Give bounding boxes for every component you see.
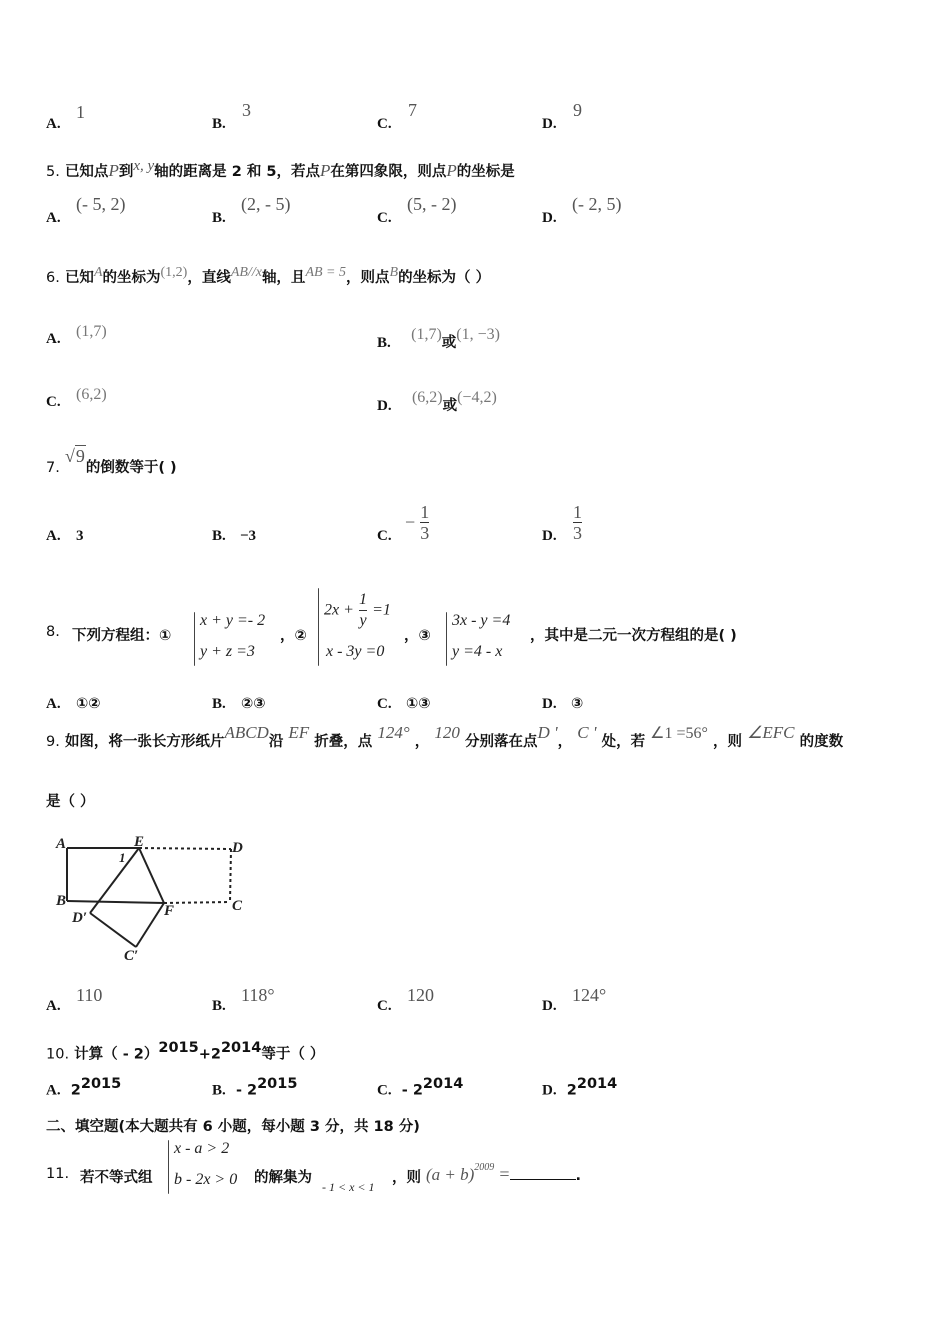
q9-text: 分别落在点	[464, 734, 538, 750]
q5-text: 轴的距离是 2 和 5，若点	[154, 164, 320, 180]
q7-d-label: D.	[542, 528, 557, 544]
q9-text: 折叠，点	[314, 734, 373, 750]
q6-or: 或	[442, 398, 458, 414]
q9-a-value: 110	[76, 985, 103, 1005]
q4-d-value: 9	[573, 100, 582, 120]
q9-text: 如图，将一张长方形纸片	[64, 734, 225, 750]
q5-b-label: B.	[212, 210, 226, 226]
q7-c-num: 1	[420, 502, 430, 522]
q10-c-exp: 2014	[422, 1076, 464, 1092]
q9-d-value: 124°	[572, 985, 607, 1005]
q10-d-exp: 2014	[576, 1076, 618, 1092]
q6-stem	[46, 266, 490, 287]
q8-system-1-brace	[194, 612, 195, 666]
q9-b-value: 118°	[241, 985, 275, 1005]
q9-c-value: 120	[407, 985, 434, 1005]
q8-c-label: C.	[377, 696, 392, 712]
fig-label-1: 1	[119, 850, 126, 865]
fig-label-cprime: C′	[124, 948, 139, 964]
q9-number: 9.	[46, 734, 60, 750]
q6-or: 或	[441, 335, 457, 351]
q11-period: .	[575, 1168, 582, 1184]
q5-d-label: D.	[542, 210, 557, 226]
fig-label-e: E	[134, 834, 145, 850]
q6-point-b: B	[389, 265, 399, 280]
q8-number: 8.	[46, 624, 60, 640]
q11-ineq-1: x - a > 2	[174, 1140, 230, 1157]
q9-ef: EF	[288, 723, 310, 742]
fig-line-bf	[67, 901, 164, 903]
q7-b-label: B.	[212, 528, 226, 544]
q6-c-label: C.	[46, 394, 61, 410]
q6-d-label: D.	[377, 398, 392, 414]
fig-label-dprime: D′	[72, 910, 88, 926]
section-2-heading: 二、填空题(本大题共有 6 小题，每小题 3 分，共 18 分)	[46, 1119, 420, 1135]
q10-c-label: C.	[377, 1082, 392, 1099]
q10-a-label: A.	[46, 1082, 61, 1099]
q9-text: 沿	[268, 734, 284, 750]
q10-stem	[46, 1040, 324, 1063]
q10-b-label: B.	[212, 1082, 226, 1099]
q6-b-label: B.	[377, 335, 391, 351]
q8-system-1-eq1: x + y =- 2	[200, 612, 266, 629]
fig-label-c: C	[232, 898, 243, 914]
q9-c: 120	[434, 723, 460, 742]
q11-number: 11.	[46, 1166, 70, 1182]
q8-b-label: B.	[212, 696, 226, 712]
q8-system-2-eq2: x - 3y =0	[326, 643, 385, 660]
q9-b-label: B.	[212, 998, 226, 1014]
q8-system-2-brace	[318, 588, 319, 666]
q8-s2-pre: 2x +	[324, 601, 354, 619]
q8-text-3: ，③	[404, 628, 431, 644]
q10-a-exp: 2015	[80, 1076, 122, 1092]
q7-d-value	[573, 502, 582, 543]
q11-range: - 1 < x < 1	[322, 1180, 375, 1194]
q6-text: 已知	[64, 270, 94, 286]
q11-equals: =	[499, 1164, 510, 1184]
q6-c-value: (6,2)	[76, 386, 107, 403]
q9-text: ，	[414, 734, 430, 750]
q9-dprime: D '	[537, 723, 558, 742]
q9-text: 的度数	[799, 734, 844, 750]
q8-a-label: A.	[46, 696, 61, 712]
q6-option-d	[377, 386, 497, 414]
q9-angle-efc: ∠EFC	[747, 723, 795, 742]
q10-b-exp: 2015	[257, 1076, 298, 1092]
q6-text: 轴，且	[261, 270, 306, 286]
q4-c-value: 7	[408, 100, 417, 120]
fig-line-dprime-cprime	[90, 913, 136, 947]
q5-number: 5.	[46, 164, 60, 180]
fig-label-b: B	[56, 893, 67, 909]
q11-answer-blank[interactable]	[510, 1165, 576, 1180]
q5-b-value: (2, - 5)	[241, 194, 291, 214]
q6-text: 的坐标为（ ）	[398, 270, 491, 286]
q8-a-value: ①②	[76, 696, 101, 712]
q5-a-label: A.	[46, 210, 61, 226]
q6-a-value: (1,7)	[76, 323, 107, 340]
q8-system-3-eq2: y =4 - x	[452, 643, 503, 660]
fig-label-a: A	[56, 836, 67, 852]
q11-expr: (a + b)	[426, 1165, 475, 1184]
q6-b-value-2: (1, −3)	[456, 326, 500, 343]
q8-system-3-brace	[446, 612, 447, 666]
q7-c-label: C.	[377, 528, 392, 544]
fig-line-ef	[139, 848, 164, 903]
q7-stem	[46, 446, 177, 476]
q11-system-brace	[168, 1140, 169, 1194]
fig-line-cprime-f	[136, 903, 164, 947]
q7-a-value: 3	[76, 528, 84, 544]
q10-text: 计算（ - 2）	[74, 1046, 159, 1063]
q10-d-base: 2	[566, 1082, 577, 1099]
q11-text-1: 若不等式组	[80, 1170, 153, 1186]
q8-c-value: ①③	[406, 696, 431, 712]
q6-d-value-1: (6,2)	[411, 389, 443, 406]
q4-a-label: A.	[46, 116, 61, 132]
q7-c-value	[405, 502, 429, 543]
q5-point-p: P	[319, 161, 331, 180]
q10-c-base: - 2	[401, 1082, 423, 1099]
q10-exp1: 2015	[158, 1040, 199, 1056]
q11-exp: 2009	[474, 1161, 495, 1173]
q9-stem	[46, 723, 844, 751]
q4-c-label: C.	[377, 116, 392, 132]
q6-a-label: A.	[46, 331, 61, 347]
q6-text: ，则点	[346, 270, 390, 286]
q6-text: ，直线	[187, 270, 231, 286]
q11-text-3: ，则	[392, 1170, 421, 1186]
q8-d-value: ③	[571, 696, 584, 712]
q5-axes: x, y	[133, 158, 155, 174]
q5-text: 已知点	[64, 164, 109, 180]
q8-system-2-eq1	[324, 590, 391, 631]
q6-b-value-1: (1,7)	[411, 326, 442, 343]
q6-coord-a: (1,2)	[160, 265, 188, 280]
q5-point-p: P	[446, 161, 457, 180]
q6-point-a: A	[93, 265, 103, 280]
q7-c-den: 3	[420, 523, 430, 543]
q7-b-value: −3	[240, 528, 257, 544]
q9-figure	[46, 830, 266, 970]
q5-d-value: (- 2, 5)	[572, 194, 622, 214]
q5-point-p: P	[108, 161, 119, 180]
q5-text: 到	[118, 164, 134, 180]
q9-stem-line2: 是（ ）	[46, 794, 95, 810]
q9-a-label: A.	[46, 998, 61, 1014]
q5-a-value: (- 5, 2)	[76, 194, 126, 214]
q7-d-num: 1	[573, 502, 582, 522]
q10-b-base: - 2	[235, 1082, 258, 1099]
q8-b-value: ②③	[241, 696, 266, 712]
q11-ineq-2: b - 2x > 0	[174, 1171, 238, 1188]
q6-option-b	[377, 323, 500, 351]
q8-s2-den: y	[359, 612, 367, 629]
q9-text: ，	[557, 734, 573, 750]
q5-c-label: C.	[377, 210, 392, 226]
q8-d-label: D.	[542, 696, 557, 712]
q9-text: ，则	[713, 734, 743, 750]
q6-parallel: AB//x	[230, 265, 262, 280]
q4-b-value: 3	[242, 100, 251, 120]
q7-radicand: 9	[75, 446, 85, 466]
q7-c-sign: −	[405, 512, 416, 532]
q7-d-den: 3	[573, 523, 582, 543]
fig-label-f: F	[164, 903, 175, 919]
q9-text: 处，若	[601, 734, 646, 750]
q10-option-b	[212, 1076, 297, 1099]
q8-text-2: ，②	[280, 628, 307, 644]
q4-d-label: D.	[542, 116, 557, 132]
q11-expression	[426, 1161, 582, 1185]
q8-system-1-eq2: y + z =3	[200, 643, 255, 660]
q5-text: 的坐标是	[456, 164, 515, 180]
q5-stem	[46, 160, 515, 181]
fig-dash-ed	[139, 848, 231, 849]
q6-d-value-2: (−4,2)	[457, 389, 497, 406]
q7-a-label: A.	[46, 528, 61, 544]
q5-c-value: (5, - 2)	[407, 194, 457, 214]
q11-text-2: 的解集为	[254, 1170, 312, 1186]
q10-option-c	[377, 1076, 463, 1099]
q7-number: 7.	[46, 460, 60, 476]
q6-text: 的坐标为	[102, 270, 161, 286]
q9-d: 124°	[377, 723, 410, 742]
fig-dash-dc	[230, 849, 231, 902]
q10-number: 10.	[46, 1046, 70, 1063]
q10-a-base: 2	[70, 1082, 81, 1099]
q8-s2-num: 1	[359, 591, 367, 608]
q6-length: AB = 5	[305, 265, 346, 280]
q8-system-3-eq1: 3x - y =4	[452, 612, 511, 629]
q4-a-value: 1	[76, 102, 85, 122]
q8-s2-post: =1	[372, 601, 391, 619]
q9-d-label: D.	[542, 998, 557, 1014]
q9-angle1: ∠1 =56°	[650, 725, 708, 742]
q9-abcd: ABCD	[224, 723, 269, 742]
q10-exp2: 2014	[220, 1040, 262, 1056]
q10-text: 等于（ ）	[261, 1046, 325, 1063]
q10-option-d	[542, 1076, 617, 1099]
q7-text: 的倒数等于( )	[85, 460, 177, 476]
q8-text-4: ，其中是二元一次方程组的是( )	[530, 628, 737, 644]
q10-option-a	[46, 1076, 121, 1099]
fig-label-d: D	[232, 840, 243, 856]
q7-radical: √9	[64, 446, 85, 466]
q6-number: 6.	[46, 270, 60, 286]
q5-text: 在第四象限，则点	[330, 164, 447, 180]
q8-text-1: 下列方程组：①	[72, 628, 172, 644]
q10-text: +2	[198, 1046, 221, 1063]
q9-cprime: C '	[577, 723, 597, 742]
q9-c-label: C.	[377, 998, 392, 1014]
q4-b-label: B.	[212, 116, 226, 132]
q10-d-label: D.	[542, 1082, 557, 1099]
